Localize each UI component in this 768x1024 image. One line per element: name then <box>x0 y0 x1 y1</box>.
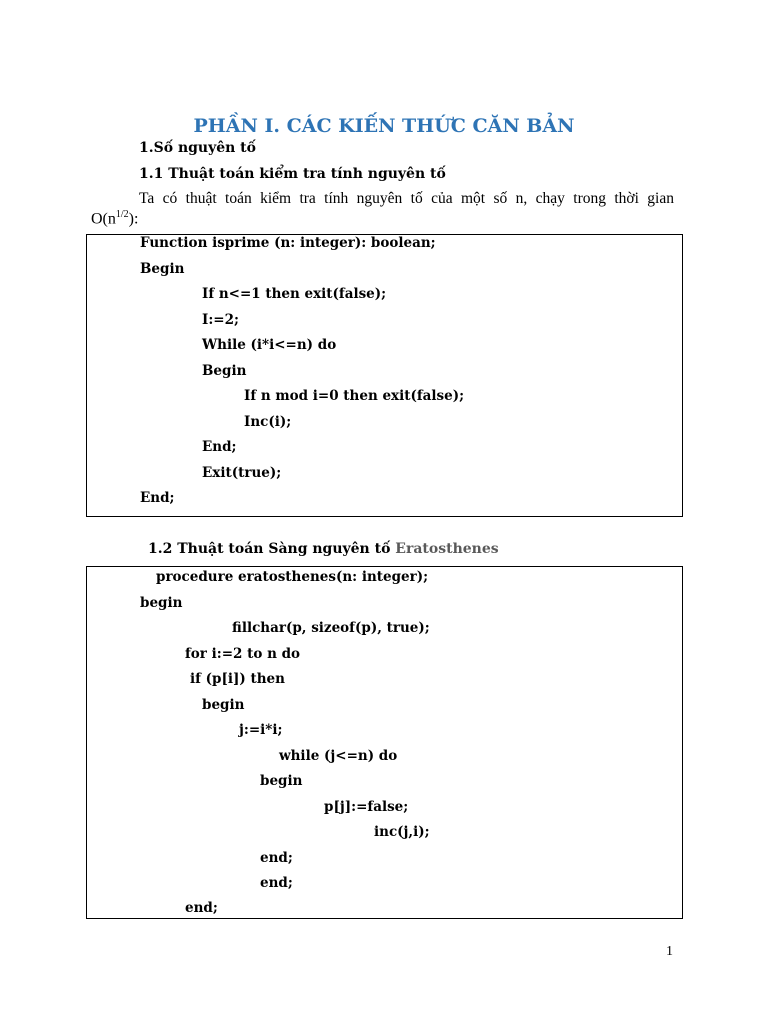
code-line: Inc(i); <box>244 414 292 430</box>
code-line: While (i*i<=n) do <box>202 337 337 353</box>
code-line: If n mod i=0 then exit(false); <box>244 388 465 404</box>
code-line: Exit(true); <box>202 465 282 481</box>
code-block-isprime <box>86 234 683 517</box>
paragraph-line-1: Ta có thuật toán kiểm tra tính nguyên tố của một số n, chạy trong thời gian <box>139 190 674 207</box>
section-heading: 1.Số nguyên tố <box>139 140 256 156</box>
page-title: PHẦN I. CÁC KIẾN THỨC CĂN BẢN <box>193 115 575 137</box>
code-line: j:=i*i; <box>239 722 283 738</box>
code-line: begin <box>140 595 183 611</box>
code-line: Function isprime (n: integer): boolean; <box>140 235 436 251</box>
code-line: If n<=1 then exit(false); <box>202 286 387 302</box>
code-line: end; <box>260 850 293 866</box>
code-line: I:=2; <box>202 312 239 328</box>
code-line: p[j]:=false; <box>324 799 409 815</box>
page-number: 1 <box>666 944 673 959</box>
code-line: Begin <box>140 261 185 277</box>
code-line: end; <box>260 875 293 891</box>
code-line: End; <box>202 439 237 455</box>
code-line: inc(j,i); <box>374 824 430 840</box>
code-line: begin <box>260 773 303 789</box>
code-line: begin <box>202 697 245 713</box>
code-line: for i:=2 to n do <box>185 646 301 662</box>
code-line: procedure eratosthenes(n: integer); <box>156 569 429 585</box>
code-line: fillchar(p, sizeof(p), true); <box>232 620 430 636</box>
code-line: end; <box>185 900 218 916</box>
code-block-eratosthenes <box>86 566 683 919</box>
subsection-heading-2: 1.2 Thuật toán Sàng nguyên tố Eratosthenes <box>148 541 499 557</box>
paragraph-line-2: $O(n^{1/2})$: <box>91 209 139 228</box>
code-line: Begin <box>202 363 247 379</box>
subsection-heading-1: 1.1 Thuật toán kiểm tra tính nguyên tố <box>139 166 446 182</box>
code-line: End; <box>140 490 175 506</box>
code-line: while (j<=n) do <box>279 748 398 764</box>
code-line: if (p[i]) then <box>190 671 285 687</box>
